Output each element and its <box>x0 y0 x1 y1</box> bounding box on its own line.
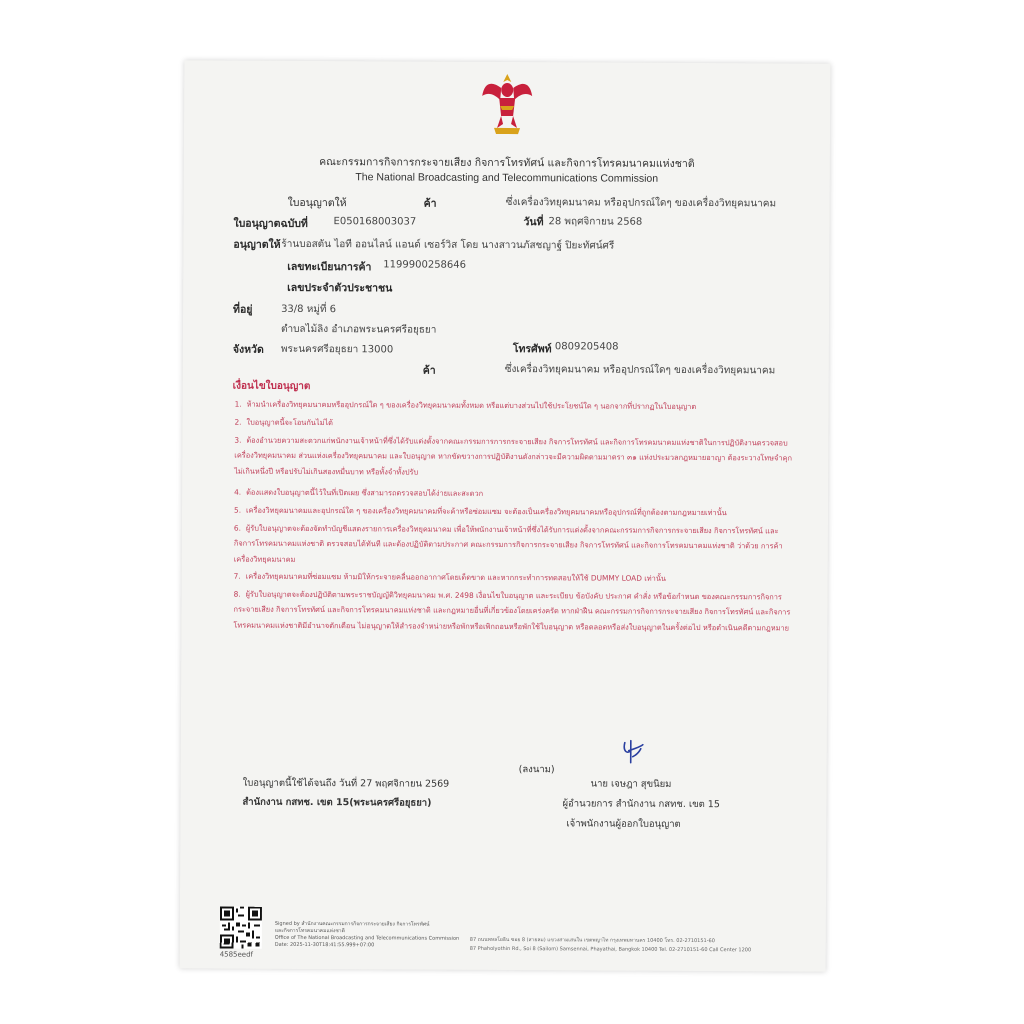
date-value: 28 พฤศจิกายน 2568 <box>548 216 643 228</box>
digital-signature-block: Signed by สำนักงานคณะกรรมการกิจการกระจายเสียง กิจการโทรทัศน์ และกิจการโทรคมนาคมแห่งชาติ Office of The National Broadcasting and Telecommunications Commission Date: 2025-11-30T18:41:55.999+07:00 <box>274 920 460 949</box>
province-value: พระนครศรีอยุธยา 13000 <box>280 343 394 356</box>
issuing-office: สำนักงาน กสทช. เขต 15(พระนครศรีอยุธยา) <box>242 796 432 809</box>
condition-item: 7. เครื่องวิทยุคมนาคมที่ซ่อมแซม ห้ามมิให้กระจายคลื่นออกอากาศโดยเด็ดขาด และหากกระทำการทดสอบให้ใช้ DUMMY LOAD เท่านั้น <box>233 571 666 583</box>
license-to-label: ใบอนุญาตให้ <box>287 196 347 210</box>
license-number-value: E050168003037 <box>333 216 417 228</box>
qr-code-caption: 4585eedf <box>219 950 254 959</box>
trade-label: ค้า <box>423 197 437 210</box>
phone-value: 0809205408 <box>554 341 619 353</box>
condition-item: 5. เครื่องวิทยุคมนาคมและอุปกรณ์ใด ๆ ของเครื่องวิทยุคมนาคมที่จะค้าหรือซ่อมแซม จะต้องเป็นเครื่องวิทยุคมนาคมหรืออุปกรณ์ที่ถูกต้องตามกฎหมายเท่านั้น <box>234 505 727 518</box>
signature-icon <box>617 737 647 767</box>
commission-title-thai: คณะกรรมการกิจการกระจายเสียง กิจการโทรทัศน์ และกิจการโทรคมนาคมแห่งชาติ <box>319 156 695 170</box>
footer-address-english: 87 Phaholyothin Rd., Soi 8 (Sailom) Samsennai, Phayathai, Bangkok 10400 Tel. 02-2710151-60 Call Center 1200 <box>469 945 752 954</box>
valid-until-text: ใบอนุญาตนี้ใช้ได้จนถึง วันที่ 27 พฤศจิกายน 2569 <box>242 777 450 790</box>
signer-name: นาย เจษฎา สุขนิยม <box>590 778 672 790</box>
condition-item: 4. ต้องแสดงใบอนุญาตนี้ไว้ในที่เปิดเผย ซึ่งสามารถตรวจสอบได้ง่ายและสะดวก <box>234 487 484 498</box>
trade-registration-value: 1199900258646 <box>383 259 467 271</box>
condition-item: 8. ผู้รับใบอนุญาตจะต้องปฏิบัติตามพระราชบัญญัติวิทยุคมนาคม พ.ศ. 2498 เงื่อนไขใบอนุญาต และระเบียบ ข้อบังคับ ประกาศ คำสั่ง หรือข้อกำหนด ของคณะกรรมการกิจการกระจายเสียง กิจการโทรทัศน์ และกิจการโทรคมนาคมแห่งชาติ และกฎหมายอื่นที่เกี่ยวข้องโดยเคร่งครัด หากฝ่าฝืน คณะกรรมการกิจการกระจายเสียง กิจการโทรทัศน์ และกิจการโทรคมนาคมแห่งชาติมีอำนาจตักเตือน ไม่อนุญาตให้สำรองจำหน่ายหรือพักหรือเพิกถอนหรือพักใช้ใบอนุญาต หรือตลอดหรือส่งใบอนุญาตในครั้งต่อไป หรือดำเนินคดีตามกฎหมาย <box>233 589 791 633</box>
garuda-emblem-icon <box>480 70 534 140</box>
address-line-1: 33/8 หมู่ที่ 6 <box>281 303 337 316</box>
trade-value-2: ซึ่งเครื่องวิทยุคมนาคม หรืออุปกรณ์ใดๆ ของเครื่องวิทยุคมนาคม <box>504 363 776 377</box>
grantee-value: ร้านบอสตัน ไอที ออนไลน์ แอนด์ เซอร์วิส โดย นางสาวนภัสชญาฐ์ ปิยะทัศน์ศรี <box>281 238 615 252</box>
condition-item: 6. ผู้รับใบอนุญาตจะต้องจัดทำบัญชีแสดงรายการเครื่องวิทยุคมนาคม เพื่อให้พนักงานเจ้าหน้าที่ซึ่งได้รับการแต่งตั้งจากคณะกรรมการกิจการกระจายเสียง กิจการโทรทัศน์ และกิจการโทรคมนาคมแห่งชาติ ตรวจสอบได้ทันที และต้องปฏิบัติตามประกาศ คณะกรรมการกิจการกระจายเสียง กิจการโทรทัศน์ และกิจการโทรคมนาคมแห่งชาติ ว่าด้วย การค้าเครื่องวิทยุคมนาคม <box>233 523 783 564</box>
condition-item: 3. ต้องอำนวยความสะดวกแก่พนักงานเจ้าหน้าที่ซึ่งได้รับแต่งตั้งจากคณะกรรมการการกระจายเสียง กิจการโทรทัศน์ และกิจการโทรคมนาคมแห่งชาติในการปฏิบัติงานตรวจสอบเครื่องวิทยุคมนาคม ส่วนแห่งเครื่องวิทยุคมนาคม และใบอนุญาต หากขัดขวางการปฏิบัติงานดังกล่าวจะมีความผิดตามมาตรา ๓๑ แห่งประมวลกฎหมายอาญา ต้องระวางโทษจำคุกไม่เกินหนึ่งปี หรือปรับไม่เกินสองหมื่นบาท หรือทั้งจำทั้งปรับ <box>234 435 792 477</box>
trade-value: ซึ่งเครื่องวิทยุคมนาคม หรืออุปกรณ์ใดๆ ของเครื่องวิทยุคมนาคม <box>505 196 777 210</box>
license-document <box>180 60 831 971</box>
condition-item: 2. ใบอนุญาตนี้จะโอนกันไม่ได้ <box>234 417 333 428</box>
license-number-label: ใบอนุญาตฉบับที่ <box>233 217 308 230</box>
commission-title-english: The National Broadcasting and Telecommunications Commission <box>355 171 659 185</box>
address-line-2: ตำบลไม้ลิง อำเภอพระนครศรีอยุธยา <box>280 323 437 336</box>
signer-role: เจ้าพนักงานผู้ออกใบอนุญาต <box>566 818 681 830</box>
trade-label-2: ค้า <box>422 364 436 377</box>
phone-label: โทรศัพท์ <box>512 343 552 356</box>
province-label: จังหวัด <box>232 343 264 356</box>
address-label: ที่อยู่ <box>233 303 253 316</box>
date-label: วันที่ <box>523 216 544 229</box>
sign-label: (ลงนาม) <box>518 764 555 776</box>
signer-title: ผู้อำนวยการ สำนักงาน กสทช. เขต 15 <box>562 798 720 811</box>
footer-address-thai: 87 ถนนพหลโยธิน ซอย 8 (สายลม) แขวงสามเสนใน เขตพญาไท กรุงเทพมหานคร 10400 โทร. 02-2710151-60 <box>469 936 715 945</box>
grantee-label: อนุญาตให้ <box>233 238 281 251</box>
condition-item: 1. ห้ามนำเครื่องวิทยุคมนาคมหรืออุปกรณ์ใด ๆ ของเครื่องวิทยุคมนาคมทั้งหมด หรือแต่บางส่วนไปใช้ประโยชน์ใด ๆ นอกจากที่ปรากฏในใบอนุญาต <box>234 399 697 411</box>
conditions-title: เงื่อนไขใบอนุญาต <box>232 380 311 392</box>
trade-registration-label: เลขทะเบียนการค้า <box>287 260 372 274</box>
qr-code-icon <box>220 907 262 949</box>
citizen-id-label: เลขประจำตัวประชาชน <box>287 281 393 295</box>
